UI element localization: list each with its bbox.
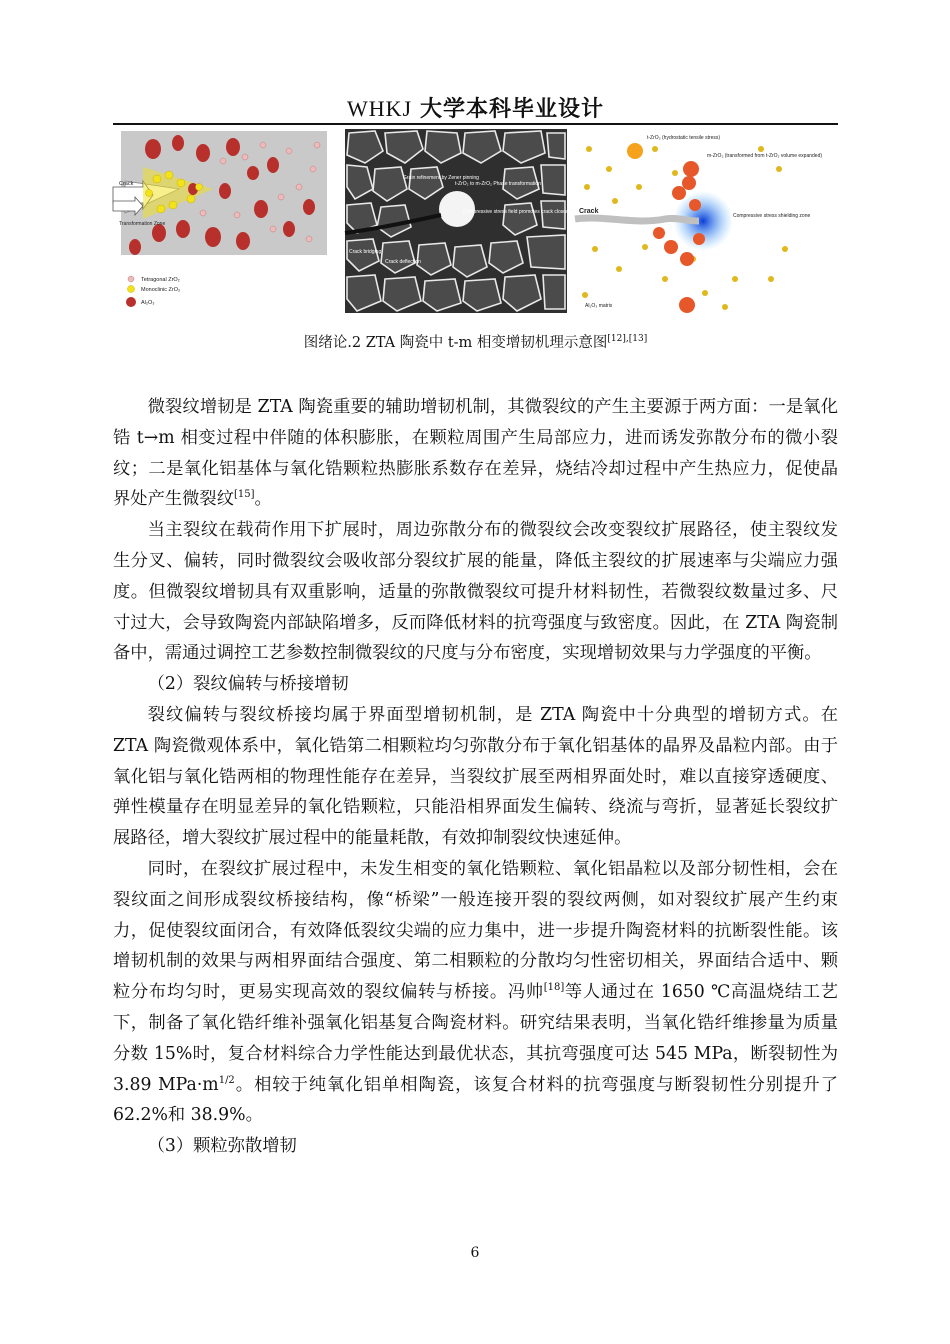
legend-al2o3: Al₂O₃ (141, 300, 155, 306)
paragraph-microcrack-effects: 当主裂纹在载荷作用下扩展时，周边弥散分布的微裂纹会改变裂纹扩展路径，使主裂纹发生分叉、偏转，同时微裂纹会吸收部分裂纹扩展的能量，降低主裂纹的扩展速率与尖端应力强度。但微裂纹增韧具有双重影响，适量的弥散微裂纹可提升材料韧性，若微裂纹数量过多、尺寸过大，会导致陶瓷内部缺陷增多，反而降低材料的抗弯强度与致密度。因此，在 ZTA 陶瓷制备中，需通过调控工艺参数控制微裂纹的尺度与分布密度，实现增韧效果与力学强度的平衡。 (113, 520, 838, 664)
label-crack-deflection: Crack deflection (385, 259, 421, 265)
header-rule (113, 123, 838, 125)
label-grain-refinement: Grain refinement by Zener pinning (403, 175, 479, 181)
label-t-zro2: t-ZrO₂ (hydrostatic tensile stress) (647, 135, 721, 141)
crack-label: Crack (119, 181, 134, 187)
section-heading-dispersion: （3）颗粒弥散增韧 (147, 1136, 297, 1157)
header-code: WHKJ (346, 96, 413, 121)
label-crack: Crack (579, 208, 599, 215)
figure-panel-microstructure (345, 129, 571, 313)
caption-text: 图绪论.2 ZTA 陶瓷中 t-m 相变增韧机理示意图 (303, 335, 608, 351)
body-text (113, 392, 838, 1162)
legend-tetragonal: Tetragonal ZrO₂ (141, 277, 180, 283)
figure-panel-stress-shielding (575, 129, 823, 313)
figure-panel-transformation-zone (113, 129, 337, 313)
section-heading-deflection: （2）裂纹偏转与桥接增韧 (147, 674, 349, 695)
paragraph-deflection: 裂纹偏转与裂纹桥接均属于界面型增韧机制，是 ZTA 陶瓷中十分典型的增韧方式。在 ZTA 陶瓷微观体系中，氧化锆第二相颗粒均匀弥散分布于氧化铝基体的晶界及晶粒内部。由于氧化铝与氧化锆两相的物理性能存在差异，当裂纹扩展至两相界面处时，难以直接穿透硬度、弹性模量存在明显差异的氧化锆颗粒，只能沿相界面发生偏转、绕流与弯折，显著延长裂纹扩展路径，增大裂纹扩展过程中的能量耗散，有效抑制裂纹快速延伸。 (113, 704, 838, 849)
unit-exponent: 1/2 (218, 1074, 235, 1086)
header-title: 大学本科毕业设计 (420, 97, 605, 122)
label-compressive-stress: Compressive stress field promotes crack closure (463, 209, 571, 215)
paragraph-microcrack: 微裂纹增韧是 ZTA 陶瓷重要的辅助增韧机制，其微裂纹的产生主要源于两方面：一是氧化锆 t→m 相变过程中伴随的体积膨胀，在颗粒周围产生局部应力，进而诱发弥散分布的微小裂纹；二是氧化铝基体与氧化锆颗粒热膨胀系数存在差异，烧结冷却过程中产生热应力，促使晶界处产生微裂纹[15]。 (113, 397, 838, 510)
zone-label: Transformation Zone (119, 221, 166, 227)
label-phase-transformation: t-ZrO₂ to m-ZrO₂ Phase transformation (455, 181, 541, 187)
paragraph-bridging: 同时，在裂纹扩展过程中，未发生相变的氧化锆颗粒、氧化铝晶粒以及部分韧性相，会在裂纹面之间形成裂纹桥接结构，像“桥梁”一般连接开裂的裂纹两侧，如对裂纹扩展产生约束力，促使裂纹面闭合，有效降低裂纹尖端的应力集中，进一步提升陶瓷材料的抗断裂性能。该增韧机制的效果与两相界面结合强度、第二相颗粒的分散均匀性密切相关，界面结合适中、颗粒分布均匀时，更易实现高效的裂纹偏转与桥接。冯帅[18]等人通过在 1650 ℃高温烧结工艺下，制备了氧化锆纤维补强氧化铝基复合陶瓷材料。研究结果表明，当氧化锆纤维掺量为质量分数 15%时，复合材料综合力学性能达到最优状态，其抗弯强度可达 545 MPa，断裂韧性为 3.89 $MPa\cdot m^{1/2}$。相较于纯氧化铝单相陶瓷，该复合材料的抗弯强度与断裂韧性分别提升了 62.2%和 38.9%。 (113, 858, 838, 1126)
page-header (113, 92, 838, 123)
citation: [15] (233, 489, 255, 501)
label-shielding-zone: Compressive stress shielding zone (733, 213, 811, 219)
caption-ref: [12],[13] (607, 334, 648, 345)
citation: [18] (543, 982, 565, 994)
figure-caption (113, 331, 838, 352)
label-m-zro2: m-ZrO₂ (transformed from t-ZrO₂ volume expanded) (707, 153, 823, 159)
label-al2o3-matrix: Al₂O₃ matrix (585, 303, 613, 309)
page-number: 6 (470, 1245, 480, 1261)
label-crack-bridging: Crack bridging (349, 249, 382, 255)
legend-monoclinic: Monoclinic ZrO₂ (141, 287, 181, 293)
